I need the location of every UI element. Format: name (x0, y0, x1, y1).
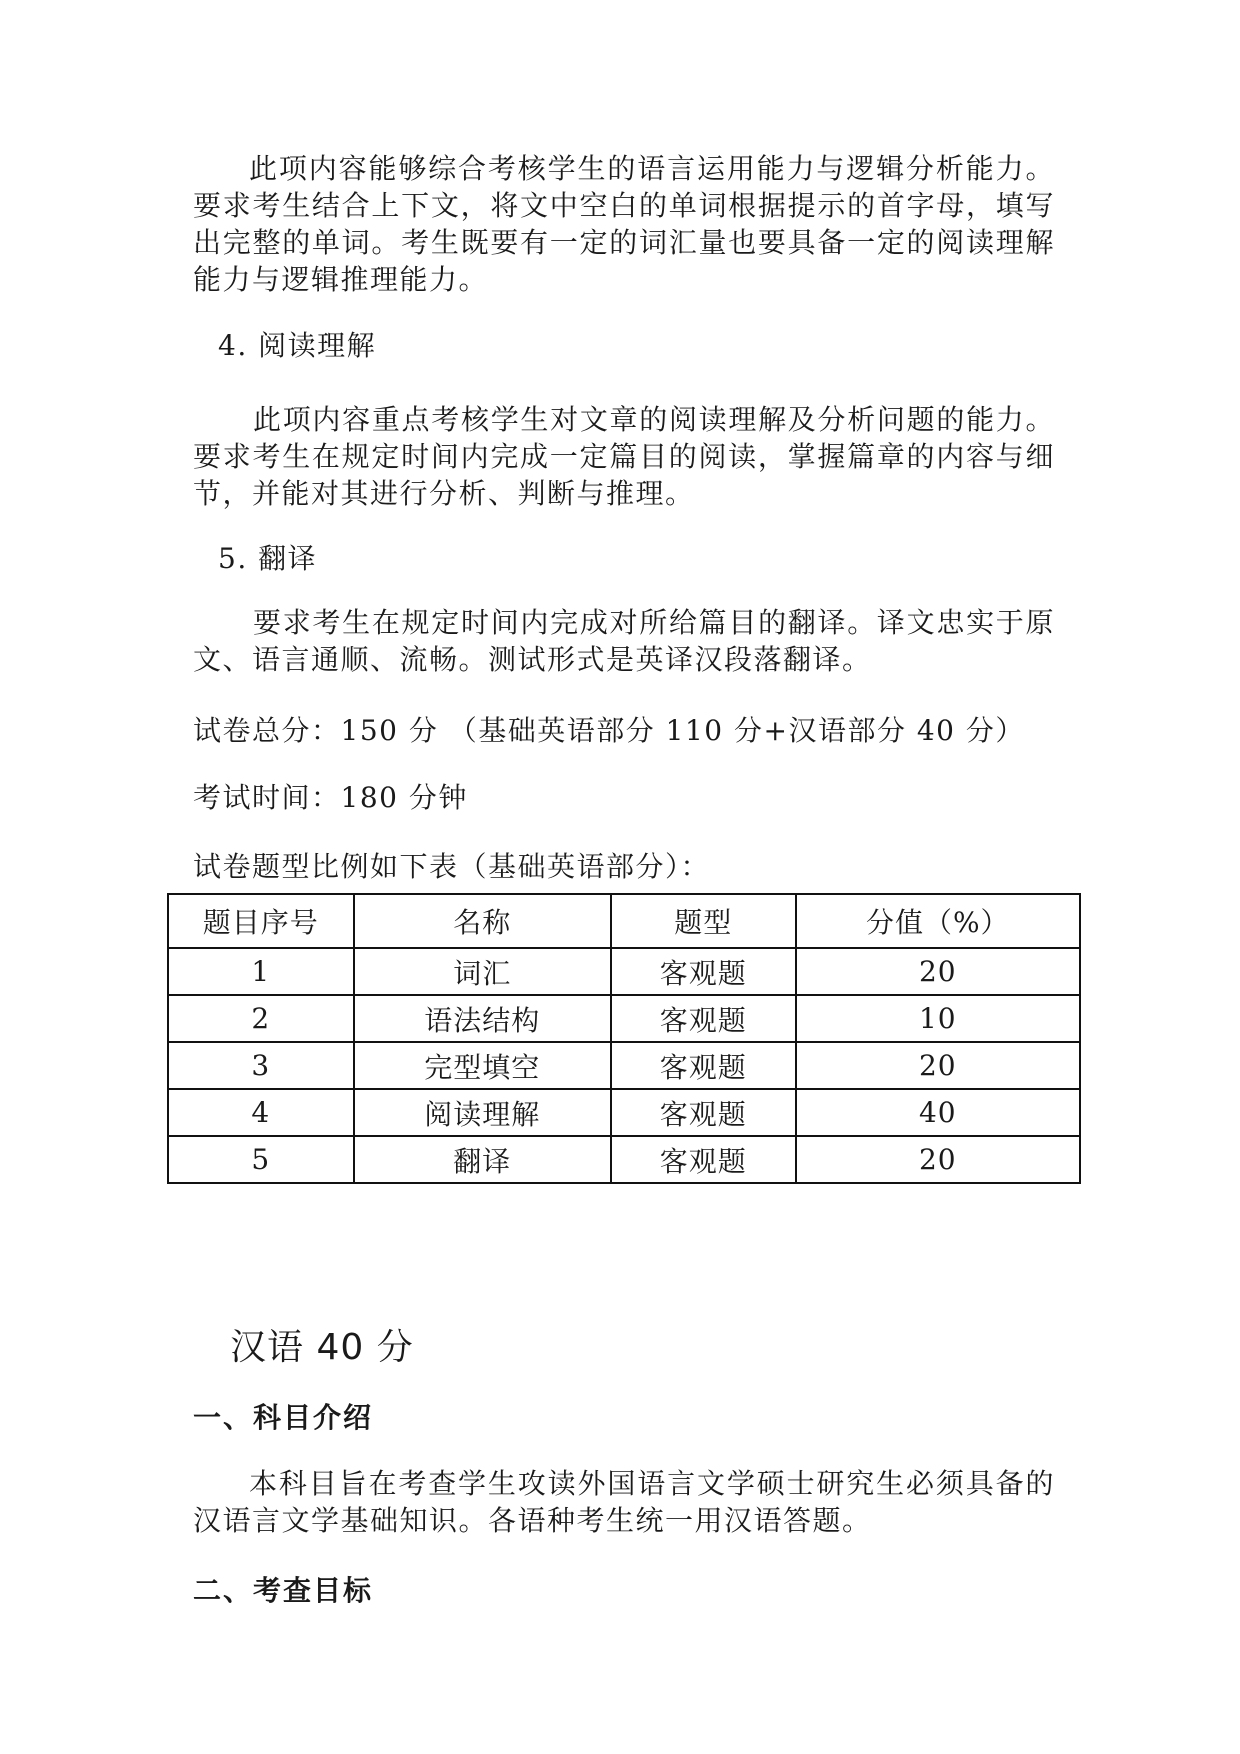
score-distribution-table (167, 893, 1081, 1184)
item-name-cell: 完型填空 (354, 1042, 611, 1089)
header-cell: 分值（%） (796, 894, 1080, 948)
table-row (168, 1042, 1080, 1089)
item-name-cell: 翻译 (354, 1136, 611, 1183)
item-number-cell: 5 (168, 1136, 354, 1183)
exam-objectives-heading: 二、考查目标 (193, 1574, 374, 1607)
item-number-cell: 1 (168, 948, 354, 995)
subject-intro-paragraph: 本科目旨在考查学生攻读外国语言文学硕士研究生必须具备的汉语言文学基础知识。各语种考生统一用汉语答题。 (193, 1467, 1055, 1537)
item-type-cell: 客观题 (611, 995, 796, 1042)
chinese-section-title: 汉语 40 分 (230, 1327, 414, 1368)
item-name-cell: 阅读理解 (354, 1089, 611, 1136)
subject-intro-heading: 一、科目介绍 (193, 1401, 374, 1434)
table-header-row (168, 894, 1080, 948)
table-row (168, 995, 1080, 1042)
item-type-cell: 客观题 (611, 1089, 796, 1136)
total-score-line: 试卷总分：150 分 （基础英语部分 110 分+汉语部分 40 分） (193, 714, 1025, 747)
item-score-cell: 10 (796, 995, 1080, 1042)
item-name-cell: 语法结构 (354, 995, 611, 1042)
reading-body-paragraph: 此项内容重点考核学生对文章的阅读理解及分析问题的能力。要求考生在规定时间内完成一定篇目的阅读，掌握篇章的内容与细节，并能对其进行分析、判断与推理。 (193, 403, 1055, 510)
item-type-cell: 客观题 (611, 1042, 796, 1089)
item-type-cell: 客观题 (611, 1136, 796, 1183)
header-cell: 题型 (611, 894, 796, 948)
item-number-cell: 2 (168, 995, 354, 1042)
table-row (168, 1089, 1080, 1136)
item-number-cell: 3 (168, 1042, 354, 1089)
translation-heading: 5. 翻译 (218, 542, 318, 575)
table-row (168, 1136, 1080, 1183)
item-name-cell: 词汇 (354, 948, 611, 995)
item-score-cell: 20 (796, 1136, 1080, 1183)
reading-heading: 4. 阅读理解 (218, 329, 377, 362)
cloze-intro-paragraph: 此项内容能够综合考核学生的语言运用能力与逻辑分析能力。要求考生结合上下文，将文中空白的单词根据提示的首字母，填写出完整的单词。考生既要有一定的词汇量也要具备一定的阅读理解能力与逻辑推理能力。 (193, 152, 1055, 296)
header-cell: 题目序号 (168, 894, 354, 948)
header-cell: 名称 (354, 894, 611, 948)
table-caption: 试卷题型比例如下表（基础英语部分）： (193, 850, 711, 883)
item-score-cell: 40 (796, 1089, 1080, 1136)
item-score-cell: 20 (796, 1042, 1080, 1089)
translation-body-paragraph: 要求考生在规定时间内完成对所给篇目的翻译。译文忠实于原文、语言通顺、流畅。测试形式是英译汉段落翻译。 (193, 606, 1055, 676)
exam-duration-line: 考试时间：180 分钟 (193, 781, 468, 814)
item-score-cell: 20 (796, 948, 1080, 995)
table-row (168, 948, 1080, 995)
item-number-cell: 4 (168, 1089, 354, 1136)
item-type-cell: 客观题 (611, 948, 796, 995)
